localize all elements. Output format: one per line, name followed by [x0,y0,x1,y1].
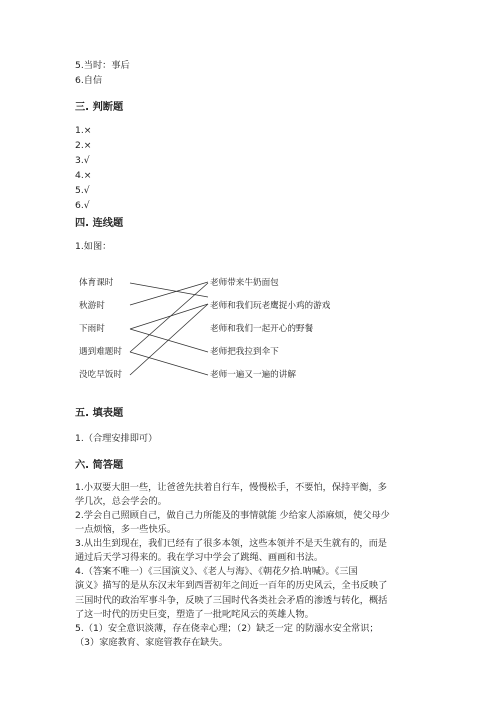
answer-line: 1.小双要大胆一些，让爸爸先扶着自行车，慢慢松手，不要怕，保持平衡，多 [75,482,387,493]
judgment-item: 3.√ [75,155,90,166]
left-label: 没吃早饭时 [79,370,122,380]
answer-line: （3）家庭教育、家庭管教存在缺失。 [75,637,228,649]
answer-paragraph-1 [75,481,427,510]
answer-line: 三国时代的政治军事斗争，反映了三国时代各类社会矛盾的渗透与转化，概括 [75,594,388,606]
answer-line: 通过后天学习得来的。我在学习中学会了跳绳、画画和书法。 [75,552,324,564]
left-label: 下雨时 [79,324,105,334]
right-label: 老师和我们一起开心的野餐 [210,324,314,334]
answer-paragraph-3 [75,537,427,566]
judgment-item: 1.× [75,125,92,136]
right-label: 老师一遍又一遍的讲解 [210,370,296,380]
answer-line: 一点烦恼，多一些快乐。 [75,524,177,536]
left-label: 遇到难题时 [79,347,122,357]
matching-lines [130,282,208,375]
left-label: 秋游时 [79,301,105,311]
answer-item: 6.自信 [75,75,103,86]
match-line [130,304,208,375]
answer-line: 了这一时代的历史巨变，塑造了一批叱咤风云的英雄人物。 [75,608,314,620]
answer-paragraph-5 [75,622,427,651]
left-label: 体育课时 [79,278,114,288]
section-heading-fill-table: 五. 填表题 [75,408,124,419]
judgment-item: 4.× [75,170,92,181]
fill-table-item: 1.（合理安排即可） [75,433,158,444]
match-line [130,304,208,329]
judgment-item: 5.√ [75,185,90,196]
answer-paragraph-4 [75,565,427,622]
right-label: 老师和我们玩老鹰捉小鸡的游戏 [210,301,331,311]
match-line [130,329,208,352]
match-line [130,352,208,375]
right-label: 老师带来牛奶面包 [210,278,279,288]
judgment-item: 2.× [75,140,92,151]
section-heading-short-answer: 六. 简答题 [75,460,124,471]
answer-line: 3.从出生到现在，我们已经有了很多本领，这些本领并不是天生就有的，而是 [75,538,387,549]
answer-line: 4.（答案不唯一）《三国演义》、《老人与海》、《朝花夕拾.呐喊》。《三国 [75,566,358,577]
answer-line: 学几次，总会学会的。 [75,496,167,508]
right-label: 老师把我拉到伞下 [210,347,279,357]
answer-item: 5.当时：事后 [75,60,130,71]
answer-line: 5.（1）安全意识淡薄，存在侥幸心理；（2）缺乏一定 的防溺水安全常识； [75,623,379,634]
section-heading-judgment: 三. 判断题 [75,102,124,113]
answer-line: 演义》描写的是从东汉末年到西晋初年之间近一百年的历史风云，全书反映了 [75,580,388,592]
answer-line: 2.学会自己照顾自己，做自己力所能及的事情就能 少给家人添麻烦，使父母少 [75,510,390,521]
matching-intro: 1.如图： [75,241,112,252]
section-heading-matching: 四. 连线题 [75,218,124,229]
answer-paragraph-2 [75,509,427,538]
judgment-item: 6.√ [75,200,90,211]
